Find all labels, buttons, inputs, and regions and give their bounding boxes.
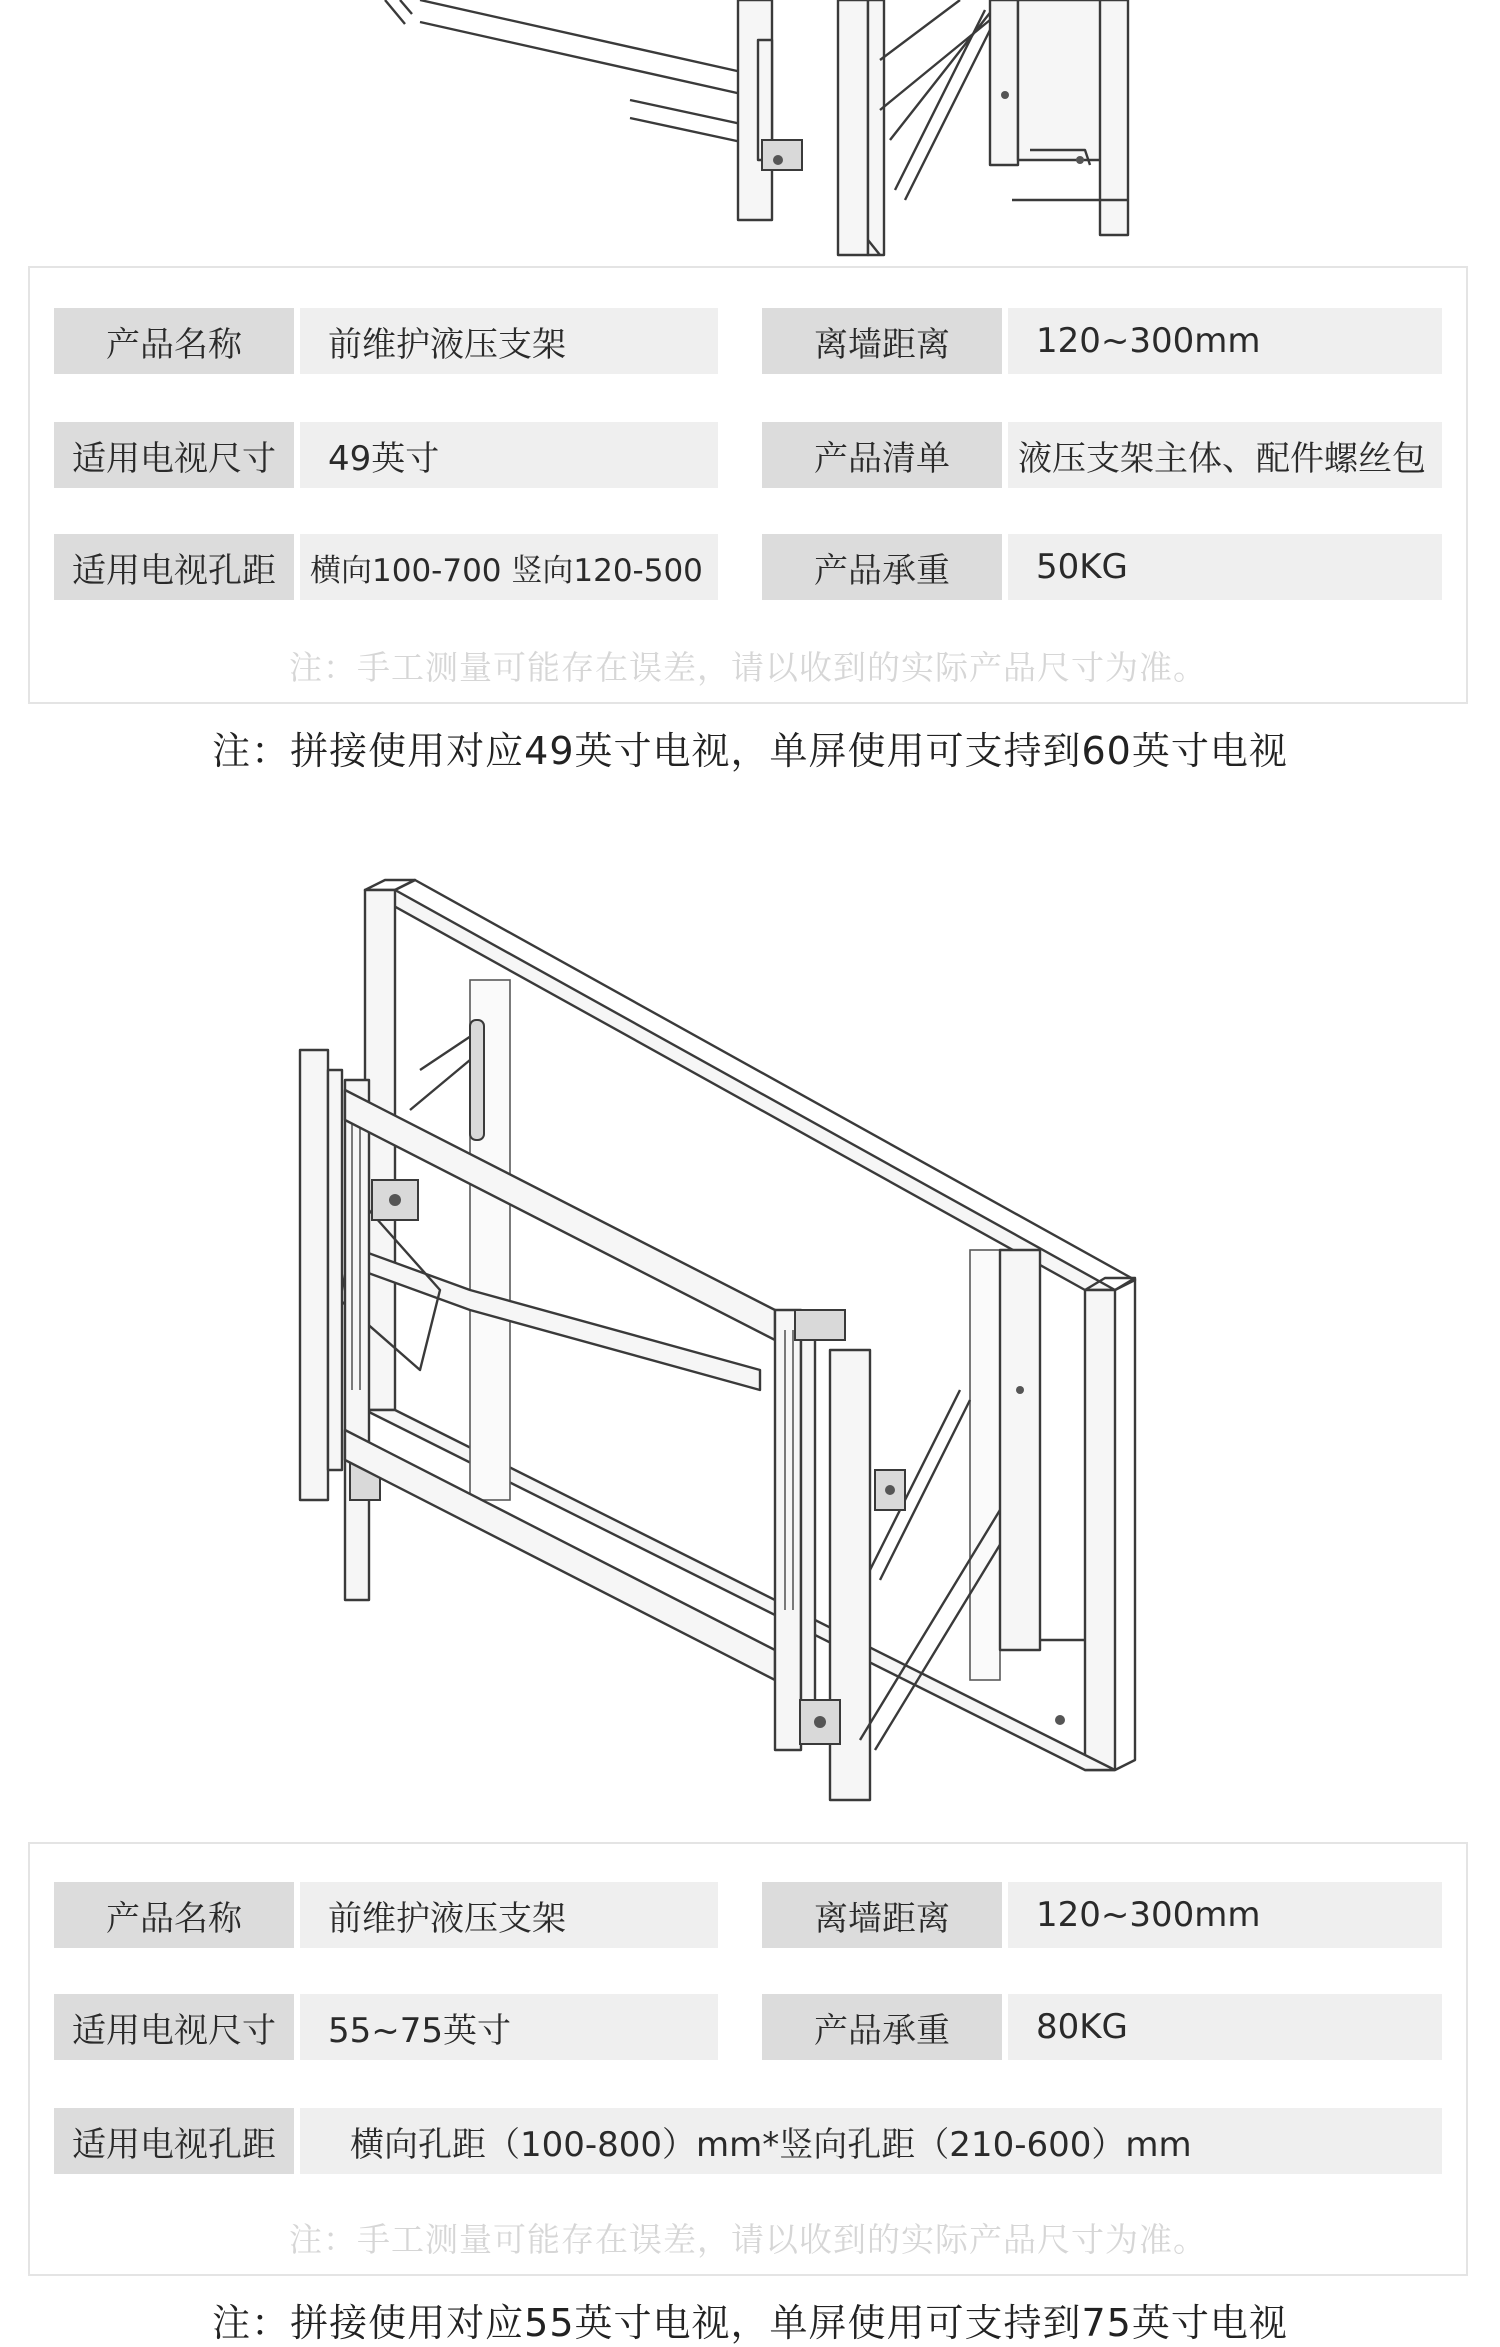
spec-value: 液压支架主体、配件螺丝包 — [1008, 422, 1442, 488]
spec-label: 适用电视孔距 — [54, 534, 294, 600]
spec-value: 49英寸 — [300, 422, 718, 488]
spec-label: 离墙距离 — [762, 1882, 1002, 1948]
spec-label: 适用电视孔距 — [54, 2108, 294, 2174]
spec-label: 产品承重 — [762, 1994, 1002, 2060]
spec-value: 前维护液压支架 — [300, 1882, 718, 1948]
spec-label: 适用电视尺寸 — [54, 1994, 294, 2060]
spec-label: 产品名称 — [54, 308, 294, 374]
spec-label: 产品承重 — [762, 534, 1002, 600]
spec-label: 产品名称 — [54, 1882, 294, 1948]
spec-label: 产品清单 — [762, 422, 1002, 488]
measurement-note: 注：手工测量可能存在误差，请以收到的实际产品尺寸为准。 — [289, 648, 1207, 687]
measurement-note: 注：手工测量可能存在误差，请以收到的实际产品尺寸为准。 — [289, 2220, 1207, 2259]
spec-value: 80KG — [1008, 1994, 1442, 2060]
spec-card-1 — [28, 266, 1468, 704]
bracket-drawing-top-svg — [0, 0, 1500, 265]
spec-card-2 — [28, 1842, 1468, 2276]
spec-value: 50KG — [1008, 534, 1442, 600]
spec-label: 离墙距离 — [762, 308, 1002, 374]
spec-label: 适用电视尺寸 — [54, 422, 294, 488]
spec-value: 120~300mm — [1008, 1882, 1442, 1948]
bracket-illustration-bottom — [0, 870, 1500, 1830]
spec-value: 横向100-700 竖向120-500 — [300, 534, 718, 600]
compatibility-caption-1: 注：拼接使用对应49英寸电视，单屏使用可支持到60英寸电视 — [212, 729, 1288, 773]
spec-value: 55~75英寸 — [300, 1994, 718, 2060]
spec-value: 前维护液压支架 — [300, 308, 718, 374]
bracket-drawing-bottom-svg — [0, 870, 1500, 1830]
compatibility-caption-2: 注：拼接使用对应55英寸电视，单屏使用可支持到75英寸电视 — [212, 2301, 1288, 2345]
spec-value: 120~300mm — [1008, 308, 1442, 374]
spec-value: 横向孔距（100-800）mm*竖向孔距（210-600）mm — [300, 2108, 1442, 2174]
bracket-illustration-top — [0, 0, 1500, 265]
